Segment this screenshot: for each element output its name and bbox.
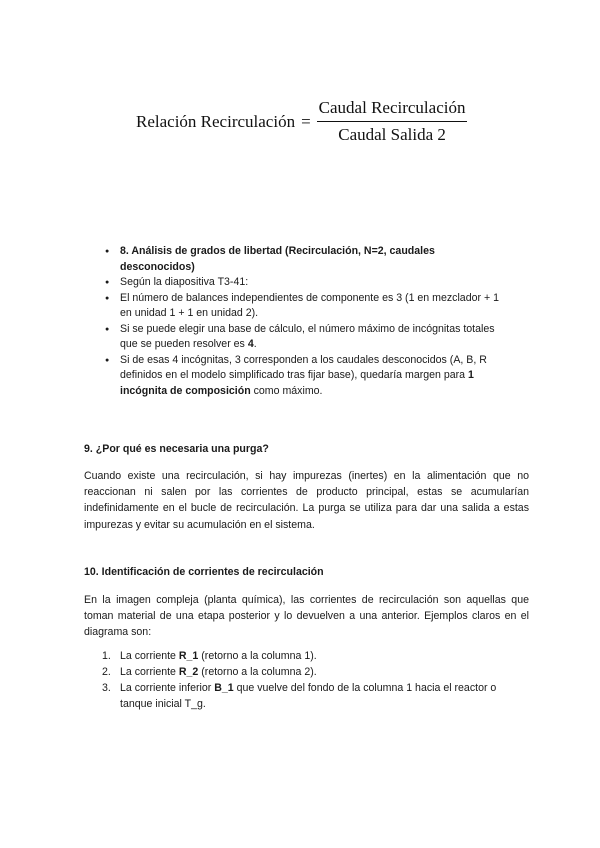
formula-numerator: Caudal Recirculación	[318, 98, 466, 117]
recirculation-ratio-formula	[136, 98, 467, 145]
bullet-item: ● 8. Análisis de grados de libertad (Recirculación, N=2, caudales desconocidos)	[102, 244, 512, 275]
bullet-item: ● El número de balances independientes de componente es 3 (1 en mezclador + 1 en unidad 1 + 1 en unidad 2).	[102, 291, 512, 322]
section-9-paragraph: Cuando existe una recirculación, si hay impurezas (inertes) en la alimentación que no reaccionan ni salen por las corrientes de producto principal, estas se acumularían indefinidamente en el bucle de recirculación. La purga se utiliza para dar una salida a estas impurezas y evitar su acumulación en el sistema.	[84, 470, 529, 531]
formula-denominator: Caudal Salida 2	[338, 125, 446, 144]
section-10-paragraph: En la imagen compleja (planta química), las corrientes de recirculación son aquellas que toman material de una etapa posterior y lo devuelven a una anterior. Ejemplos claros en el diagrama son:	[84, 594, 529, 639]
section-10-heading: 10. Identificación de corrientes de recirculación	[84, 566, 324, 578]
formula-fraction	[317, 98, 468, 145]
section-9-heading: 9. ¿Por qué es necesaria una purga?	[84, 443, 269, 455]
list-item: 2. La corriente R_2 (retorno a la columna 2).	[102, 666, 317, 678]
list-item: 3. La corriente inferior B_1 que vuelve del fondo de la columna 1 hacia el reactor o tanque inicial T_g.	[102, 682, 497, 710]
section-8-bullet-list	[102, 244, 512, 399]
recirculation-streams-list	[102, 648, 522, 712]
formula-lhs: Relación Recirculación	[136, 111, 296, 131]
bullet-item: ● Si de esas 4 incógnitas, 3 corresponden a los caudales desconocidos (A, B, R definidos en el modelo simplificado tras fijar base), quedaría margen para 1 incógnita de composición como máximo.	[102, 353, 512, 400]
bullet-item: ● Si se puede elegir una base de cálculo, el número máximo de incógnitas totales que se pueden resolver es 4.	[102, 322, 512, 353]
formula-equals: =	[301, 111, 311, 131]
list-item: 1. La corriente R_1 (retorno a la columna 1).	[102, 650, 317, 662]
bullet-item: ● Según la diapositiva T3-41:	[102, 275, 512, 291]
